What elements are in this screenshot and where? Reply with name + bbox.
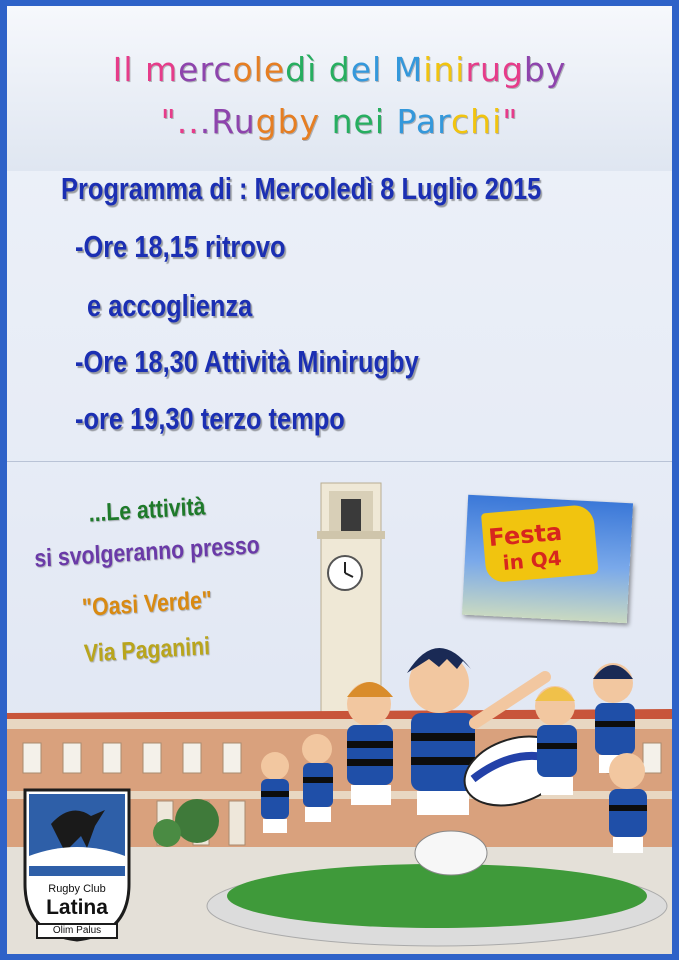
club-motto: Olim Palus (52, 925, 102, 936)
club-name-main: Latina (46, 896, 108, 919)
poster (7, 6, 672, 954)
rugby-club-latina-logo (21, 784, 133, 942)
title-line-2: "...Rugby nei Parchi" (160, 102, 519, 141)
program-item: -Ore 18,30 Attività Minirugby (75, 344, 419, 379)
location-line: si svolgeranno presso (33, 531, 261, 573)
kicking-tee-ball (415, 831, 487, 875)
program-item: -Ore 18,15 ritrovo (75, 229, 286, 264)
program-item: e accoglienza (87, 288, 253, 323)
rugby-kid (347, 682, 393, 805)
program-heading: Programma di : Mercoledì 8 Luglio 2015 (61, 171, 542, 206)
rugby-kid (261, 752, 289, 833)
title-line-1: Il mercoledì del Minirugby (112, 50, 567, 89)
rugby-kid (302, 734, 333, 822)
festa-logo-text: Festa in Q4 (487, 517, 564, 575)
rugby-kid (609, 753, 647, 853)
location-line: ...Le attività (87, 492, 206, 528)
location-line: Via Paganini (83, 632, 211, 668)
festa-in-q4-logo (462, 495, 633, 623)
rugby-kid (535, 686, 577, 795)
program-item: -ore 19,30 terzo tempo (75, 401, 345, 436)
clock-tower (317, 483, 385, 713)
location-line: "Oasi Verde" (81, 586, 213, 622)
club-name-line: Rugby Club (48, 883, 106, 895)
